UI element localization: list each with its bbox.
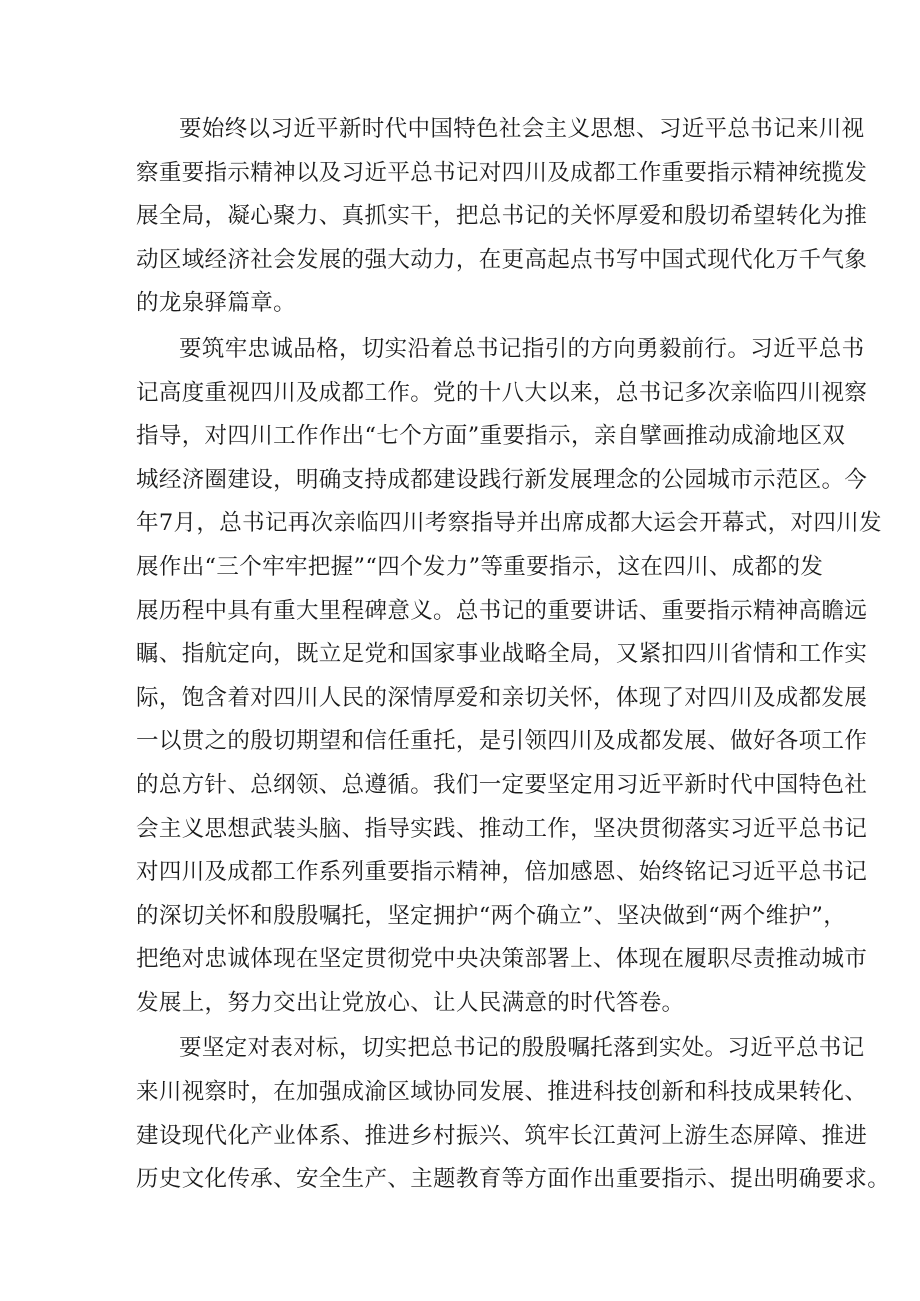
text-line: 会主义思想武装头脑、指导实践、推动工作，坚决贯彻落实习近平总书记 (136, 815, 868, 842)
text-line: 城经济圈建设，明确支持成都建设践行新发展理念的公园城市示范区。今 (136, 466, 868, 493)
text-line: 记高度重视四川及成都工作。党的十八大以来，总书记多次亲临四川视察 (136, 379, 868, 406)
text-line: 瞩、指航定向，既立足党和国家事业战略全局，又紧扣四川省情和工作实 (136, 641, 868, 668)
text-line: 际，饱含着对四川人民的深情厚爱和亲切关怀，体现了对四川及成都发展 (136, 684, 868, 711)
text-line: 对四川及成都工作系列重要指示精神，倍加感恩、始终铭记习近平总书记 (136, 859, 868, 886)
text-line: 展作出“三个牢牢把握”“四个发力”等重要指示，这在四川、成都的发 (136, 553, 824, 580)
text-line: 发展上，努力交出让党放心、让人民满意的时代答卷。 (136, 989, 685, 1016)
paragraph-1 (136, 108, 868, 326)
document-body (136, 108, 891, 1202)
text-line: 一以贯之的殷切期望和信任重托，是引领四川及成都发展、做好各项工作 (136, 728, 868, 755)
text-line: 的总方针、总纲领、总遵循。我们一定要坚定用习近平新时代中国特色社 (136, 771, 868, 798)
text-line: 指导，对四川工作作出“七个方面”重要指示，亲自擘画推动成渝地区双 (136, 423, 846, 450)
text-line: 历史文化传承、安全生产、主题教育等方面作出重要指示、提出明确要求。 (136, 1166, 891, 1193)
text-line: 要筑牢忠诚品格，切实沿着总书记指引的方向勇毅前行。习近平总书 (179, 335, 865, 362)
text-line: 建设现代化产业体系、推进乡村振兴、筑牢长江黄河上游生态屏障、推进 (136, 1122, 868, 1149)
text-line: 动区域经济社会发展的强大动力，在更高起点书写中国式现代化万千气象 (136, 246, 868, 273)
text-line: 展全局，凝心聚力、真抓实干，把总书记的关怀厚爱和殷切希望转化为推 (136, 203, 868, 230)
paragraph-3 (136, 1027, 891, 1201)
text-line: 展历程中具有重大里程碑意义。总书记的重要讲话、重要指示精神高瞻远 (136, 597, 868, 624)
text-line: 察重要指示精神以及习近平总书记对四川及成都工作重要指示精神统揽发 (136, 159, 868, 186)
paragraph-2 (136, 328, 882, 1026)
text-line: 要始终以习近平新时代中国特色社会主义思想、习近平总书记来川视 (179, 116, 865, 142)
text-line: 的深切关怀和殷殷嘱托，坚定拥护“两个确立”、坚决做到“两个维护”， (136, 902, 847, 929)
text-line: 要坚定对表对标，切实把总书记的殷殷嘱托落到实处。习近平总书记 (179, 1035, 865, 1062)
text-line: 的龙泉驿篇章。 (136, 290, 296, 317)
text-line: 来川视察时，在加强成渝区域协同发展、推进科技创新和科技成果转化、 (136, 1079, 868, 1106)
text-line: 年7月，总书记再次亲临四川考察指导并出席成都大运会开幕式，对四川发 (136, 510, 882, 537)
text-line: 把绝对忠诚体现在坚定贯彻党中央决策部署上、体现在履职尽责推动城市 (136, 946, 868, 973)
